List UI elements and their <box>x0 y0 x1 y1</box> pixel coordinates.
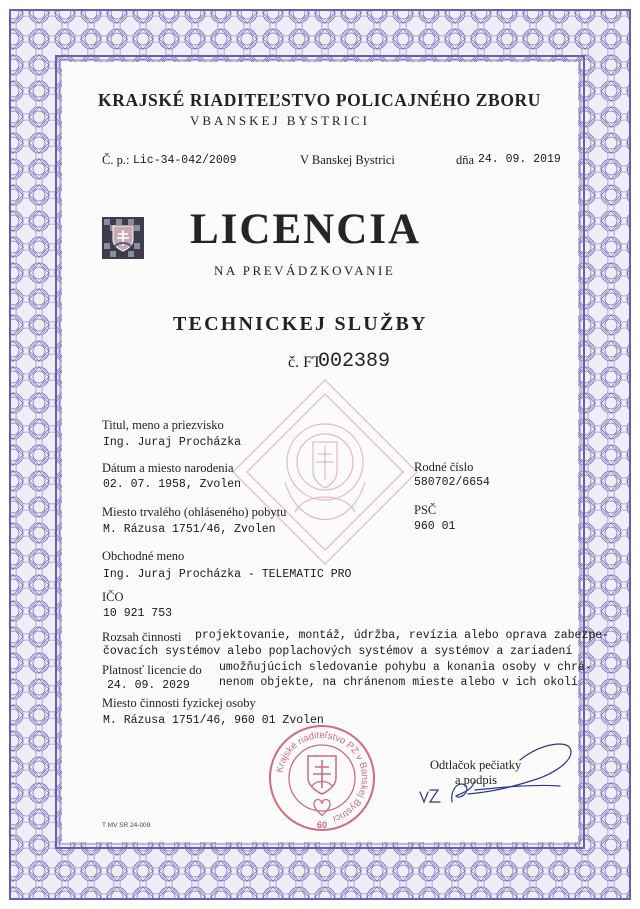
scope-line-1: projektovanie, montáž, údržba, revízia alebo oprava zabezpe- <box>195 629 610 642</box>
business-label: Obchodné meno <box>102 549 185 563</box>
date-label: dňa <box>456 153 475 167</box>
rc-label: Rodné číslo <box>414 460 474 474</box>
reference-number: Lic-34-042/2009 <box>133 154 237 167</box>
scope-label: Rozsah činnosti <box>102 630 182 644</box>
license-type: TECHNICKEJ SLUŽBY <box>173 313 428 335</box>
reference-label: Č. p.: <box>102 153 130 167</box>
license-number-label: č. FT <box>288 354 322 371</box>
issue-place: V Banskej Bystrici <box>300 153 395 167</box>
official-stamp <box>266 722 378 834</box>
name-value: Ing. Juraj Procházka <box>103 436 242 449</box>
psc-value: 960 01 <box>414 520 456 533</box>
coat-of-arms-icon <box>101 216 145 260</box>
psc-label: PSČ <box>414 503 437 517</box>
license-number: 002389 <box>318 350 391 373</box>
stamp-caption-2: a podpis <box>455 773 498 787</box>
birth-label: Dátum a miesto narodenia <box>102 461 234 475</box>
watermark-emblem <box>225 372 425 572</box>
validity-label: Platnosť licencie do <box>102 663 202 677</box>
document-subtitle: NA PREVÁDZKOVANIE <box>214 263 396 278</box>
scope-line-4: nenom objekte, na chránenom mieste alebo v ich okolí <box>219 676 578 689</box>
activity-place-value: M. Rázusa 1751/46, 960 01 Zvolen <box>103 714 324 727</box>
stamp-caption-1: Odtlačok pečiatky <box>430 758 522 772</box>
business-value: Ing. Juraj Procházka - TELEMATIC PRO <box>103 568 352 581</box>
stamp-ring-text: Krajské riaditeľstvo PZ v Banskej Bystrici <box>274 729 371 825</box>
validity-value: 24. 09. 2029 <box>107 679 190 692</box>
issue-date: 24. 09. 2019 <box>478 153 561 166</box>
rc-value: 580702/6654 <box>414 476 490 489</box>
residence-label: Miesto trvalého (ohláseného) pobytu <box>102 505 287 519</box>
document-title: LICENCIA <box>190 206 422 253</box>
residence-value: M. Rázusa 1751/46, Zvolen <box>103 523 276 536</box>
name-label: Titul, meno a priezvisko <box>102 418 224 432</box>
signature <box>400 730 580 810</box>
scope-line-3: umožňujúcich sledovanie pohybu a konania osoby v chrá- <box>219 661 592 674</box>
authority-line-2: VBANSKEJ BYSTRICI <box>190 113 370 128</box>
form-code: T MV SR 24-009 <box>102 822 151 829</box>
authority-line-1: KRAJSKÉ RIADITEĽSTVO POLICAJNÉHO ZBORU <box>98 90 542 110</box>
stamp-number: 60 <box>316 820 328 830</box>
ico-value: 10 921 753 <box>103 607 173 620</box>
ico-label: IČO <box>102 590 124 604</box>
activity-place-label: Miesto činnosti fyzickej osoby <box>102 696 256 710</box>
birth-value: 02. 07. 1958, Zvolen <box>103 478 242 491</box>
scope-line-2: čovacích systémov alebo poplachových systémov a systémov a zariadení <box>103 645 573 658</box>
